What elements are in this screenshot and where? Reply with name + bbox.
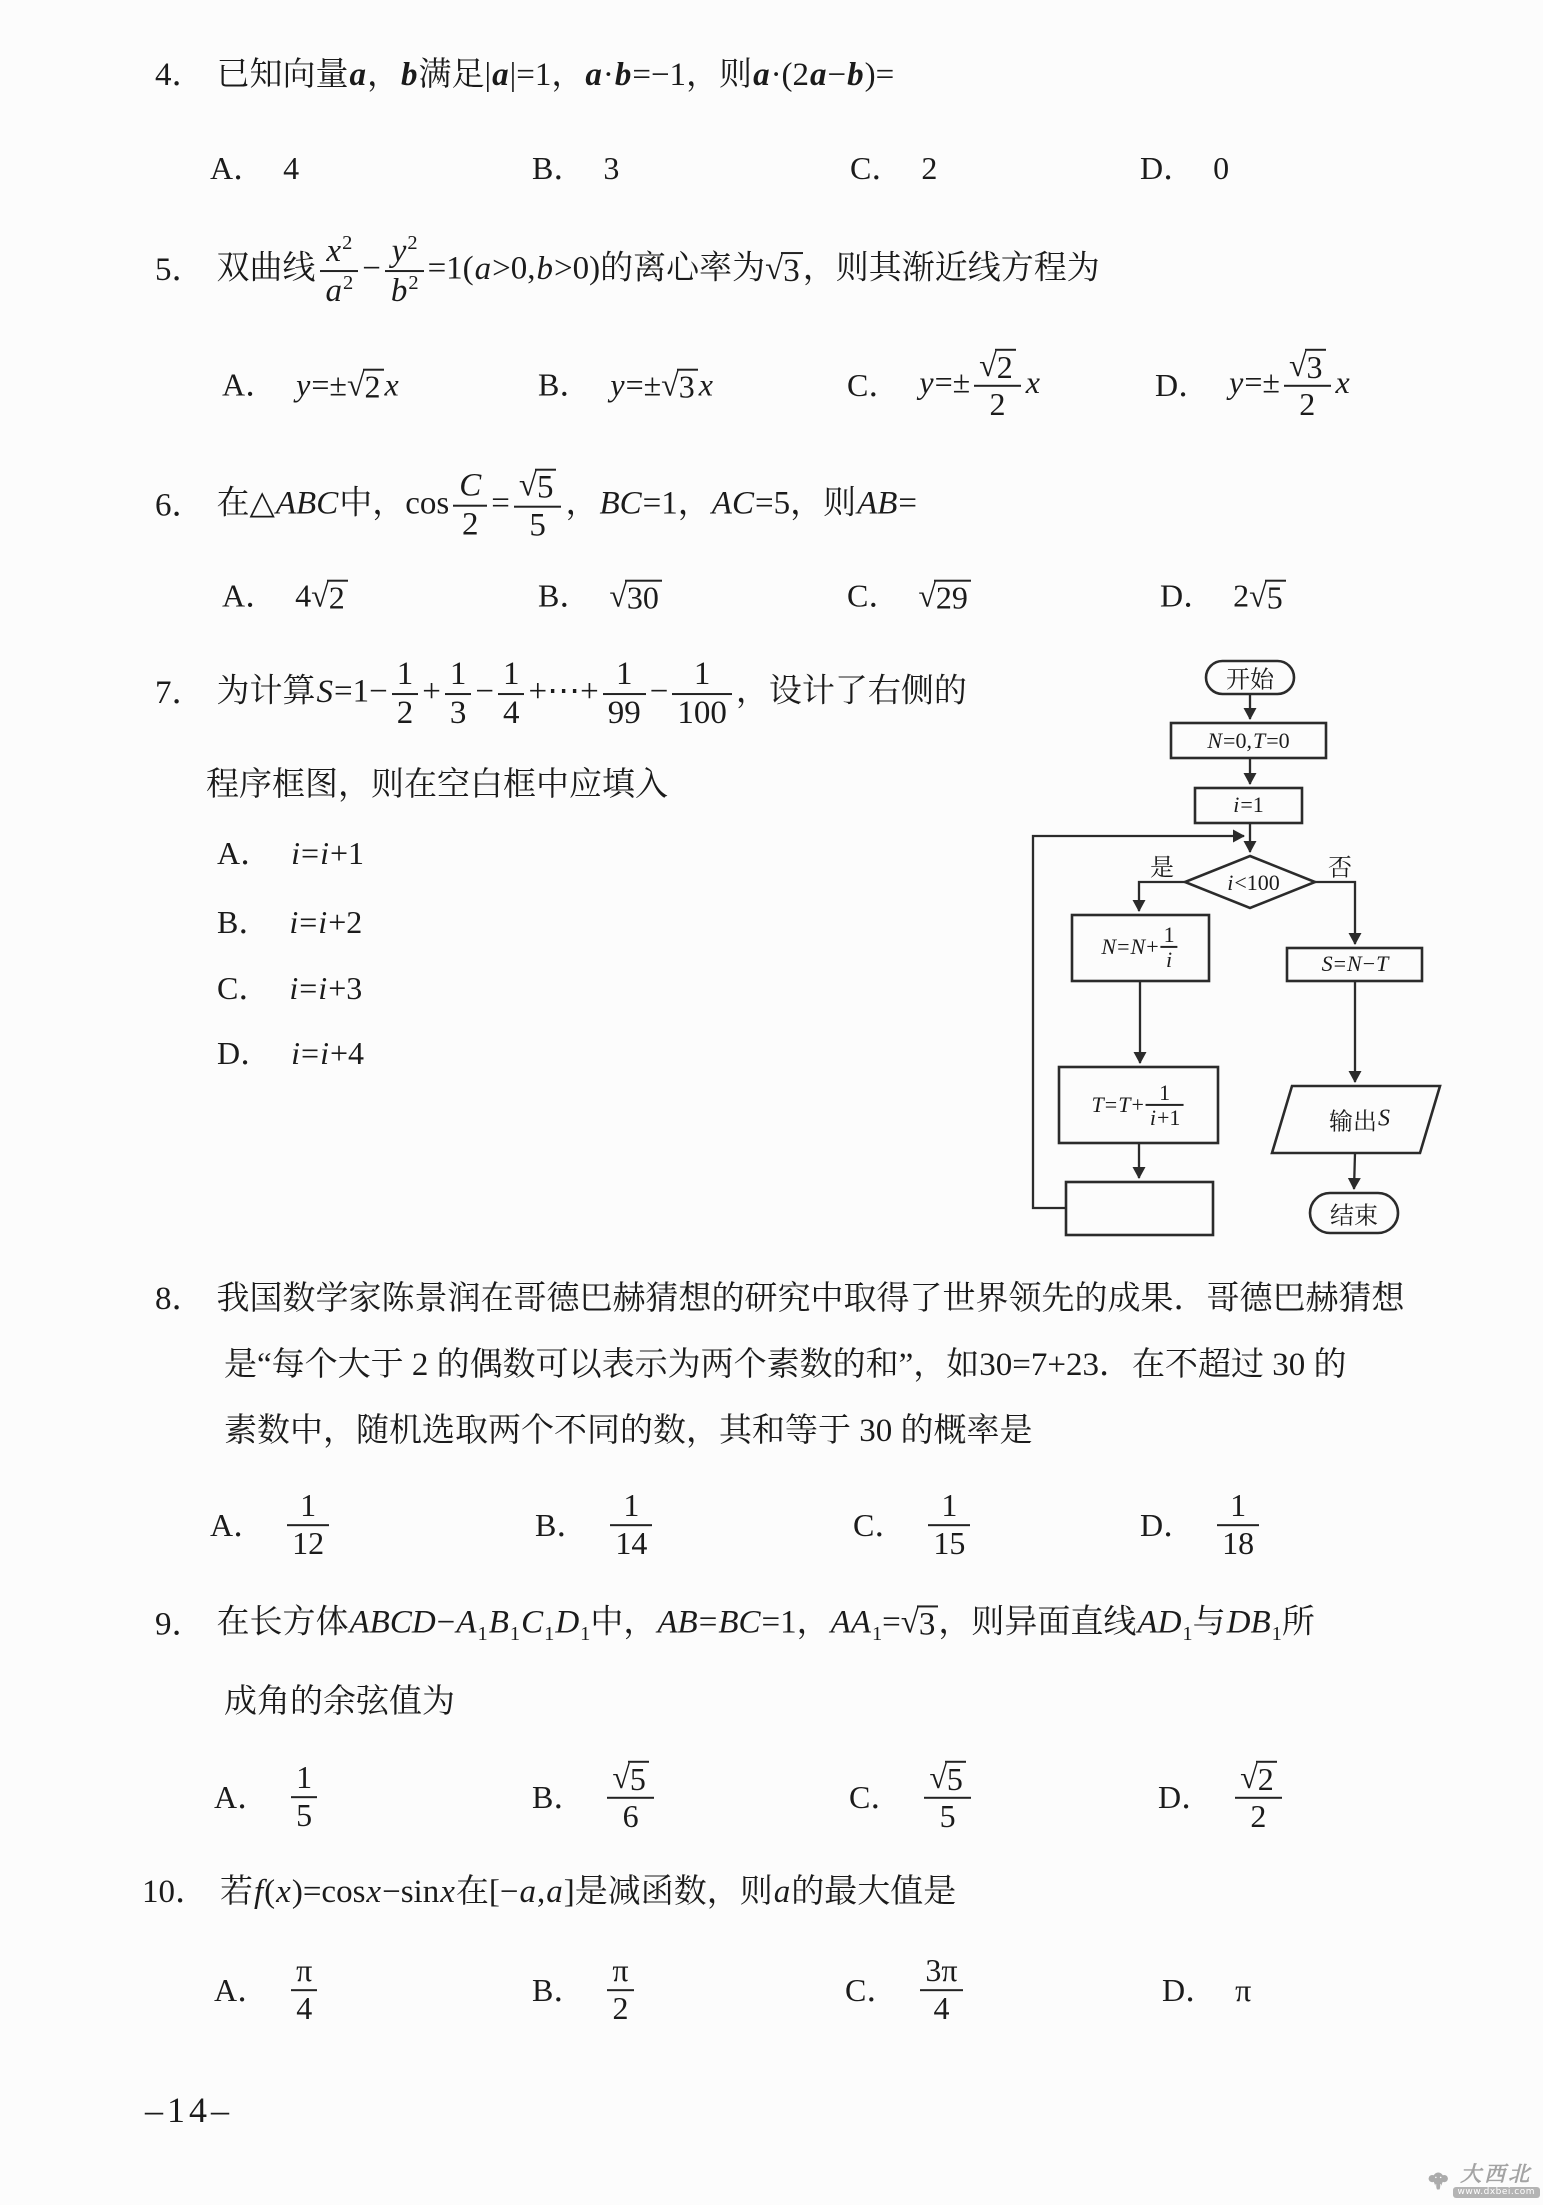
q6-option-b: B． √ 30	[538, 577, 662, 616]
q7-option-b: B． i=i+2	[217, 903, 363, 940]
q7-stem-text2: 程序框图，则在空白框中应填入	[206, 767, 668, 804]
flowchart-start-label: 开始	[1226, 667, 1274, 694]
q4-option-b: B． 3	[532, 149, 620, 186]
q9-option-a: A． $\frac{1}{5}$	[214, 1760, 321, 1834]
q8-stem-text2: 是“每个大于 2 的偶数可以表示为两个素数的和”，如30=7+23．在不超过 30 的	[224, 1347, 1347, 1384]
q8-stem-line1	[155, 1280, 1405, 1320]
q10-stem	[142, 1873, 956, 1913]
flowchart-t-update-label: T = T + $\frac{1}{i+1}$	[1091, 1081, 1186, 1129]
q6-stem	[155, 468, 917, 545]
q9-stem-line1	[155, 1603, 1315, 1646]
q5-stem	[155, 232, 1100, 310]
q8-stem-text3: 素数中，随机选取两个不同的数，其和等于 30 的概率是	[224, 1413, 1033, 1450]
q10-option-c: C． $\frac{3\pi}{4}$	[845, 1953, 967, 2027]
q8-stem-line3	[224, 1412, 1033, 1452]
q8-option-b: B． $\frac{1}{14}$	[535, 1488, 656, 1562]
q10-number: 10．	[142, 1874, 208, 1911]
q9-stem-text1: 在长方体$ABCD-A_1B_1C_1D_1$中，AB=BC=1，$AA_1=$ √ 3 ，则异面直线$AD_1$与$DB_1$所	[216, 1604, 1315, 1646]
q10-option-b: B． $\frac{\pi}{2}$	[532, 1953, 638, 2027]
q7-stem-line2	[206, 766, 668, 806]
q9-option-d: D． √ 2 2	[1158, 1760, 1286, 1834]
q10-option-d: D． π	[1162, 1971, 1252, 2008]
q5-option-a: A． y=± √ 2 x	[222, 366, 399, 405]
flowchart-output-label: 输出 S	[1329, 1105, 1390, 1136]
q4-stem	[155, 56, 894, 96]
flowchart-no-label: 否	[1328, 855, 1352, 882]
elephant-icon	[1428, 2164, 1449, 2198]
q8-option-c: C． $\frac{1}{15}$	[853, 1488, 974, 1562]
q6-option-d: D． 2 √ 5	[1160, 577, 1286, 616]
watermark	[1428, 2164, 1540, 2202]
q4-option-a: A． 4	[210, 149, 300, 186]
blank-node-shape	[1066, 1182, 1213, 1235]
q5-number: 5．	[155, 252, 205, 289]
q10-stem-text: 若f(x)=cosx−sinx在[−a,a]是减函数，则a的最大值是	[220, 1874, 957, 1911]
q7-number: 7．	[155, 675, 205, 712]
q9-option-c: C． √ 5 5	[849, 1760, 975, 1834]
q8-number: 8．	[155, 1281, 205, 1318]
q7-option-d: D． i=i+4	[217, 1034, 364, 1071]
q8-option-a: A． $\frac{1}{12}$	[210, 1488, 333, 1562]
q5-option-c: C． y=± √ 2 2 x	[847, 346, 1040, 422]
q9-stem-line2	[224, 1683, 455, 1723]
flowchart-end-label: 结束	[1330, 1203, 1378, 1230]
page-number: –14–	[145, 2090, 233, 2130]
watermark-url: www.dxbei.com	[1453, 2187, 1541, 2198]
q6-number: 6．	[155, 487, 205, 524]
q5-option-b: B． y=± √ 3 x	[538, 366, 713, 405]
q8-option-d: D． $\frac{1}{18}$	[1140, 1488, 1263, 1562]
q8-stem-text1: 我国数学家陈景润在哥德巴赫猜想的研究中取得了世界领先的成果．哥德巴赫猜想	[216, 1281, 1405, 1318]
flowchart-yes-label: 是	[1150, 855, 1174, 882]
flowchart-n-update-label: N = N + $\frac{1}{i}$	[1100, 923, 1179, 971]
q4-option-d: D． 0	[1140, 149, 1230, 186]
q7-option-c: C． i=i+3	[217, 969, 363, 1006]
q9-number: 9．	[155, 1606, 205, 1643]
q4-number: 4．	[155, 57, 205, 94]
q10-option-a: A． $\frac{\pi}{4}$	[214, 1953, 321, 2027]
q4-option-c: C． 2	[850, 149, 938, 186]
q8-stem-line2	[224, 1346, 1347, 1386]
q7-stem-line1	[155, 656, 967, 732]
q5-option-d: D． y=± √ 3 2 x	[1155, 346, 1350, 422]
flowchart-set-i-label: i =1	[1233, 792, 1264, 817]
q6-option-a: A． 4 √ 2	[222, 577, 348, 616]
q9-stem-text2: 成角的余弦值为	[224, 1684, 455, 1721]
q4-stem-text: 已知向量a，b满足|a|=1，a·b=−1，则a·(2a−b)=	[216, 57, 895, 94]
q7-option-a: A． i=i+1	[217, 834, 364, 871]
flowchart-condition-label: i <100	[1227, 870, 1280, 895]
q9-option-b: B． √ 5 6	[532, 1760, 658, 1834]
q5-stem-text: 双曲线 $\frac{x^2}{a^2}$ − $\frac{y^2}{b^2}$ =1(a>0,b>0)的离心率为 √ 3 ，则其渐近线方程为	[216, 232, 1100, 309]
flowchart	[1010, 645, 1450, 1245]
q6-stem-text: 在△ABC中，cos $\frac{C}{2}$ = √ 5 5 ，BC=1，AC=5，则AB=	[216, 467, 918, 544]
q6-option-c: C． √ 29	[847, 577, 971, 616]
watermark-brand: 大西北	[1460, 2162, 1533, 2186]
q7-stem-text1: 为计算S=1− $\frac{1}{2}$ + $\frac{1}{3}$ − $\frac{1}{4}$ +⋯+ $\frac{1}{99}$ − $\frac{1}{100}$ ，设计了右侧的	[216, 656, 967, 731]
flowchart-init-label: N =0, T =0	[1207, 728, 1290, 753]
flowchart-s-assign-label: S = N − T	[1321, 951, 1389, 976]
